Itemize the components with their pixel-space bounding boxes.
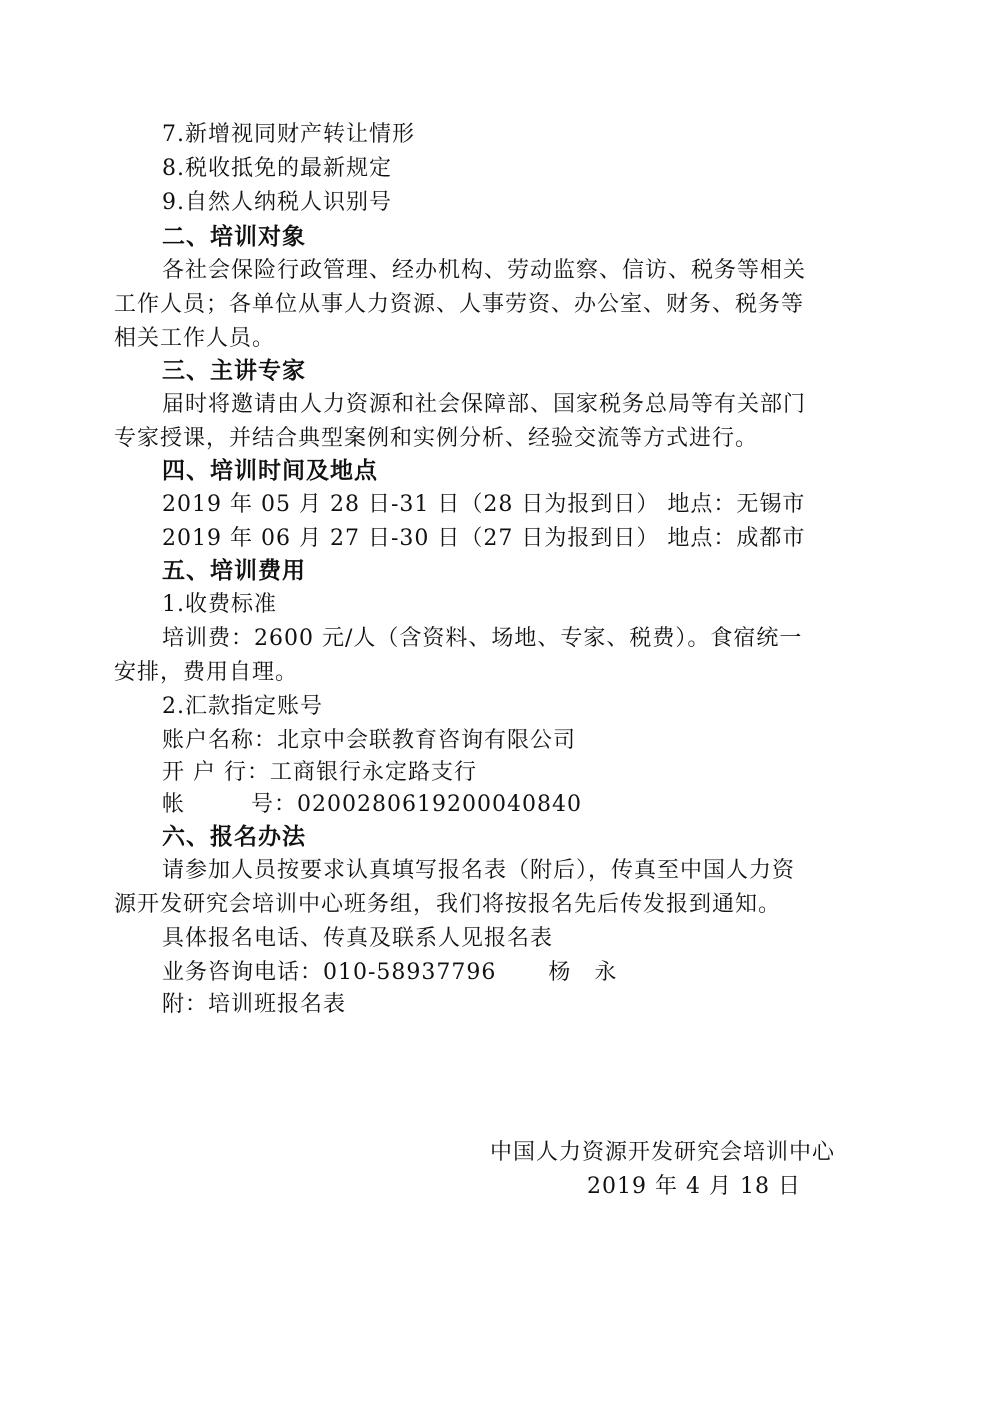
account-bank: 开 户 行：工商银行永定路支行 [162, 760, 477, 785]
section-heading-fees: 五、培训费用 [162, 558, 306, 584]
consult-phone-row [162, 956, 922, 990]
trainees-line-2: 工作人员；各单位从事人力资源、人事劳资、办公室、财务、税务等 [114, 292, 805, 317]
registration-line-1: 请参加人员按要求认真填写报名表（附后），传真至中国人力资 [162, 858, 796, 883]
fee-line-1: 培训费：2600 元/人（含资料、场地、专家、税费）。食宿统一 [162, 626, 803, 651]
experts-line-1: 届时将邀请由人力资源和社会保障部、国家税务总局等有关部门 [162, 392, 807, 417]
section-heading-schedule: 四、培训时间及地点 [162, 458, 378, 484]
schedule-wuxi: 2019 年 05 月 28 日-31 日（28 日为报到日） 地点：无锡市 [162, 492, 806, 517]
signature-date: 2019 年 4 月 18 日 [587, 1174, 801, 1199]
account-name: 账户名称：北京中会联教育咨询有限公司 [162, 728, 577, 753]
registration-line-3: 具体报名电话、传真及联系人见报名表 [162, 926, 554, 951]
section-heading-registration: 六、报名办法 [162, 824, 306, 850]
section-heading-experts: 三、主讲专家 [162, 358, 306, 384]
trainees-line-3: 相关工作人员。 [114, 326, 276, 351]
experts-line-2: 专家授课，并结合典型案例和实例分析、经验交流等方式进行。 [114, 426, 759, 451]
list-item-8: 8.税收抵免的最新规定 [162, 156, 392, 181]
list-item-9: 9.自然人纳税人识别号 [162, 190, 392, 215]
account-number: 号：0200280619200040840 [251, 792, 582, 817]
account-number-label: 帐 [162, 792, 186, 817]
attachment-note: 附：培训班报名表 [162, 992, 347, 1017]
trainees-line-1: 各社会保险行政管理、经办机构、劳动监察、信访、税务等相关 [162, 258, 807, 283]
account-number-row [162, 788, 922, 822]
signature-org: 中国人力资源开发研究会培训中心 [490, 1140, 836, 1165]
section-heading-trainees: 二、培训对象 [162, 224, 306, 250]
fee-line-2: 安排，费用自理。 [114, 660, 299, 685]
schedule-chengdu: 2019 年 06 月 27 日-30 日（27 日为报到日） 地点：成都市 [162, 526, 806, 551]
consult-phone: 业务咨询电话：010-58937796 [162, 960, 497, 985]
fee-standard-title: 1.收费标准 [162, 592, 277, 617]
registration-line-2: 源开发研究会培训中心班务组，我们将按报名先后传发报到通知。 [114, 892, 782, 917]
list-item-7: 7.新增视同财产转让情形 [162, 122, 415, 147]
contact-person: 杨 永 [548, 960, 618, 985]
account-title: 2.汇款指定账号 [162, 694, 323, 719]
